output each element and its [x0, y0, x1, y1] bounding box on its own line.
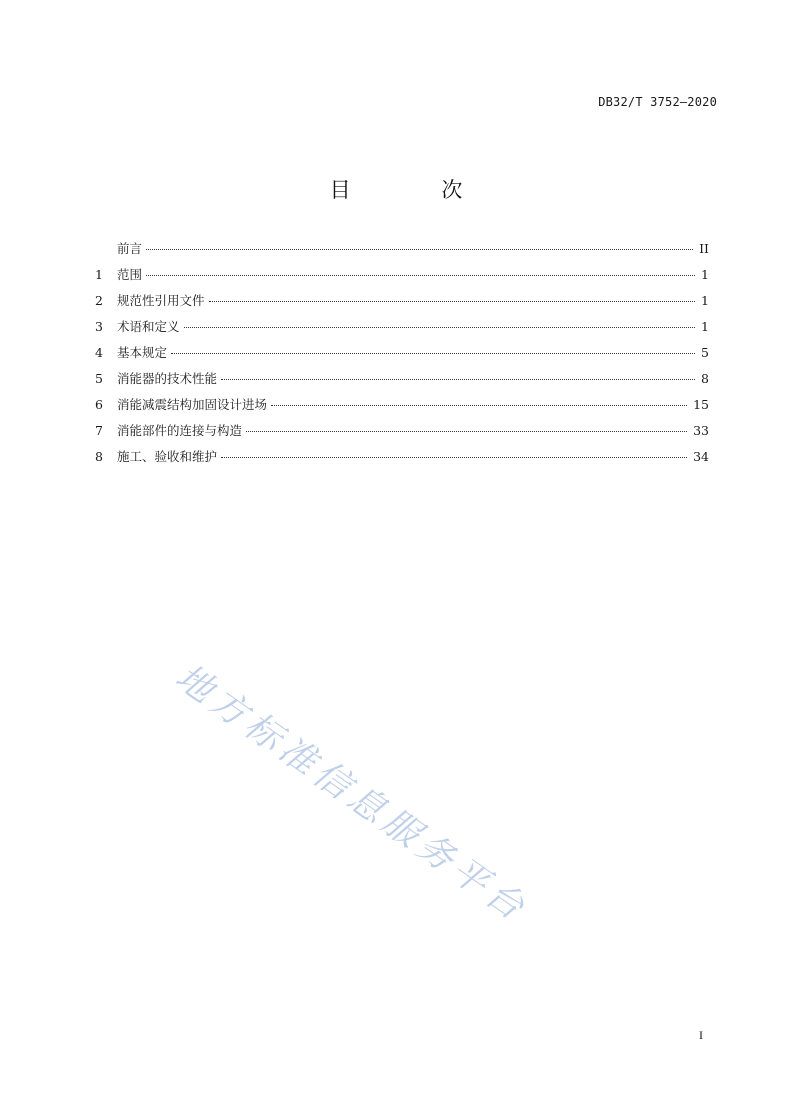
toc-entry-number: 3	[95, 319, 103, 334]
toc-entry-4[interactable]	[95, 340, 709, 366]
toc-leader-dots	[209, 301, 696, 302]
toc-entry-foreword[interactable]	[95, 236, 709, 262]
toc-entry-label: 施工、验收和维护	[117, 449, 218, 464]
toc-entry-page: 8	[701, 371, 709, 386]
toc-leader-dots	[146, 275, 695, 276]
toc-entry-number: 6	[95, 397, 103, 412]
toc-entry-number: 5	[95, 371, 103, 386]
toc-entry-page: 5	[701, 345, 709, 360]
toc-entry-1[interactable]	[95, 262, 709, 288]
page-number: I	[699, 1028, 703, 1042]
toc-entry-page: 33	[693, 423, 709, 438]
toc-entry-6[interactable]	[95, 392, 709, 418]
toc-entry-number: 1	[95, 267, 103, 282]
toc-entry-page: 34	[693, 449, 709, 464]
toc-entry-label: 范围	[117, 267, 143, 282]
table-of-contents	[95, 236, 709, 470]
toc-entry-number: 8	[95, 449, 103, 464]
toc-entry-number: 4	[95, 345, 103, 360]
toc-leader-dots	[184, 327, 696, 328]
toc-entry-7[interactable]	[95, 418, 709, 444]
toc-entry-page: II	[699, 241, 709, 256]
toc-entry-page: 1	[701, 293, 709, 308]
toc-leader-dots	[271, 405, 687, 406]
toc-entry-label: 消能减震结构加固设计进场	[117, 397, 268, 412]
toc-entry-5[interactable]	[95, 366, 709, 392]
toc-leader-dots	[221, 457, 687, 458]
toc-entry-number: 2	[95, 293, 103, 308]
toc-entry-label: 消能器的技术性能	[117, 371, 218, 386]
toc-entry-page: 15	[693, 397, 709, 412]
toc-leader-dots	[246, 431, 687, 432]
toc-leader-dots	[171, 353, 695, 354]
toc-entry-label: 规范性引用文件	[117, 293, 205, 308]
page-title: 目 次	[329, 178, 505, 202]
toc-entry-label: 基本规定	[117, 345, 168, 360]
toc-leader-dots	[221, 379, 695, 380]
toc-entry-page: 1	[701, 267, 709, 282]
toc-entry-2[interactable]	[95, 288, 709, 314]
toc-entry-number: 7	[95, 423, 103, 438]
standard-code: DB32/T 3752—2020	[598, 95, 717, 109]
toc-leader-dots	[146, 249, 693, 250]
toc-entry-label: 前言	[117, 241, 143, 256]
toc-entry-label: 术语和定义	[117, 319, 180, 334]
watermark-text: 地方标准信息服务平台	[167, 656, 536, 932]
toc-entry-3[interactable]	[95, 314, 709, 340]
toc-entry-8[interactable]	[95, 444, 709, 470]
toc-entry-label: 消能部件的连接与构造	[117, 423, 243, 438]
toc-entry-page: 1	[701, 319, 709, 334]
